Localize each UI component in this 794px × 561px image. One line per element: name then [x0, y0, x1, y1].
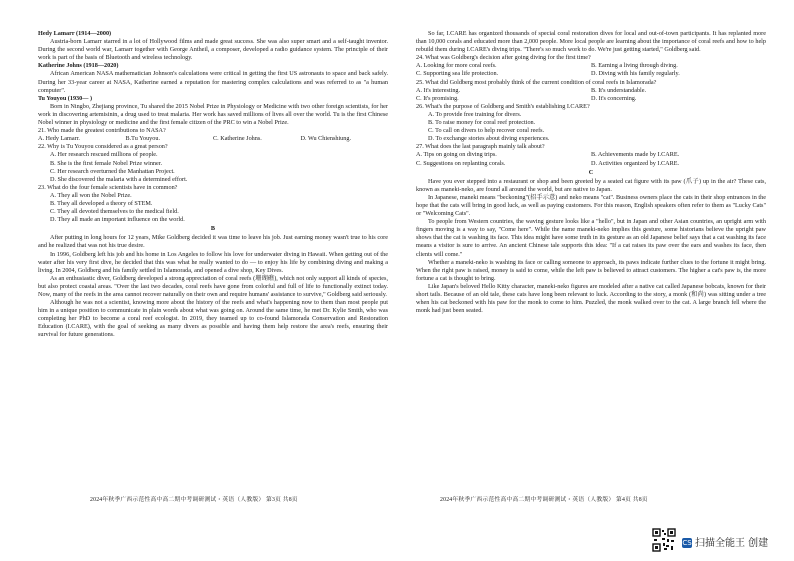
qr-code-icon: [652, 528, 676, 552]
question-24: 24. What was Goldberg's decision after going diving for the first time?: [416, 54, 591, 62]
left-page: [38, 30, 388, 340]
option: A. Hedy Lamarr.: [38, 135, 80, 143]
option: B. They all developed a theory of STEM.: [50, 199, 153, 207]
option: D. They all made an important influence on the world.: [50, 216, 185, 224]
option: D. To exchange stories about diving experiences.: [428, 135, 550, 143]
options-25-row1: [416, 87, 766, 95]
options-27-row2: [416, 160, 766, 168]
question-25: 25. What did Goldberg most probably think of the current condition of coral reefs in Islamorada?: [416, 78, 657, 86]
option: B. She is the first female Nobel Prize winner.: [50, 159, 163, 167]
person-name: Katherine Johns (1918—2020): [38, 62, 119, 70]
scanner-watermark: [682, 534, 768, 549]
options-25-row2: [416, 95, 766, 103]
option: D. She discovered the malaria with a determined effort.: [50, 175, 188, 183]
option: D. Activities organized by I.CARE.: [591, 159, 680, 167]
option: C. Suggestions on replanting corals.: [416, 159, 506, 167]
option: A. Looking for more coral reefs.: [416, 62, 497, 70]
person-bio: Austria-born Lamarr starred in a lot of Hollywood films and made great success. She was also super smart and a self-taught inventor. During the second world war, Lamarr together with George Antheil, a composer, developed a radio guidance system. The principle of their work is part of the basis of Bluetooth and wireless technology.: [38, 38, 388, 62]
option: A. To provide free training for divers.: [428, 110, 522, 118]
passage-paragraph: In Japanese, maneki means "beckoning"(招手示意) and neko means "cat". Business owners place the cats in their shop entrances in the hope that the cats will bring in good luck, as well as paying customers. For this reason, English speakers often refer to them as "Lucky Cats" or "Welcoming Cats".: [416, 193, 766, 218]
option: C. To call on divers to help recover coral reefs.: [428, 127, 545, 135]
option: A. It's interesting.: [416, 86, 461, 94]
option: C. Supporting sea life protection.: [416, 70, 499, 78]
question-27: 27. What does the last paragraph mainly talk about?: [416, 143, 545, 151]
question-23: 23. What do the four female scientists have in common?: [38, 183, 178, 191]
question-21: 21. Who made the greatest contributions to NASA?: [38, 127, 166, 135]
passage-paragraph: Like Japan's beloved Hello Kitty character, maneki-neko figures are modeled after a native cat called Japanese bobcats, known for their short tails. Because of an old tale, these cats have long been relevant to luck. According to the story, a monk (和尚) was sitting under a tree when his cat beckoned with his paw for the monk to come to him. Puzzled, the monk walked over to the cat. A large branch fell where the monk had just been seated.: [416, 282, 766, 315]
person-name: Tu Youyou (1930— ): [38, 94, 93, 102]
options-24-row1: [416, 62, 766, 70]
watermark-text: 扫描全能王 创建: [695, 538, 769, 549]
passage-paragraph: After putting in long hours for 12 years, Mike Goldberg decided it was time to leave his job. Just earning money wasn't true to his core and he realized that was not his true desire.: [38, 234, 388, 250]
scanner-logo-icon: CS: [682, 539, 692, 547]
page-footer-left: 2024年秋季广西示范性高中高二期中考调研测试・英语（人教版） 第3页 共8页: [90, 497, 298, 503]
right-page: [416, 30, 766, 315]
option: D. It's concerning.: [591, 94, 637, 102]
option: B. It's understandable.: [591, 86, 647, 94]
option: B. To raise money for coral reef protection.: [428, 119, 536, 127]
person-bio: Born in Ningbo, Zhejiang province, Tu shared the 2015 Nobel Prize in Physiology or Medicine with two other foreign scientists, for her work in discovering artemisinin, a drug used to treat malaria. Her work has saved millions of lives all over the world. Tu is the first Chinese Nobel winner in physiology or medicine and the first female citizen of the PRC to win a Nobel Prize.: [38, 102, 388, 127]
option: A. They all won the Nobel Prize.: [50, 191, 132, 199]
option: C. They all devoted themselves to the medical field.: [50, 208, 179, 216]
option: B.Tu Youyou.: [125, 135, 161, 143]
option: A. Tips on going on diving trips.: [416, 151, 497, 159]
option: A. Her research rescued millions of people.: [50, 151, 158, 159]
passage-paragraph: Although he was not a scientist, knowing more about the history of the reefs and what's happening now to them than most people put him in a unique position to communicate in plain words about what was going on. Around the same time, he met Dr. Kylie Smith, who was completing her PhD to become a coral reef ecologist. In 2019, they teamed up to co-found Islamorada Conservation and Restoration Education (I.CARE), with the goal of seeking as many divers as possible and having them help restore the area's reefs, ensuring their survival for future generations.: [38, 299, 388, 339]
page-footer-right: 2024年秋季广西示范性高中高二期中考调研测试・英语（人教版） 第4页 共8页: [440, 497, 648, 503]
section-c-heading: C: [588, 168, 594, 176]
passage-paragraph: To people from Western countries, the waving gesture looks like a "hello", but in Japan and other Asian countries, an upright arm with fingers moving is a way to say, "Come here". While the name maneki-neko implies this gesture, some historians believe the upright paw shows that the cat is washing its face. This idea might have some truth in its gesture as an old Japanese belief says that a cat washing its face means a visitor is sure to arrive. An ancient Chinese tale supports this idea: "If a cat raises its paw over the ears and washes its face, then clients will come.": [416, 218, 766, 258]
section-b-heading: B: [210, 225, 216, 233]
option: D. Wu Chienshiung.: [300, 135, 352, 143]
passage-paragraph: Have you ever stepped into a restaurant or shop and been greeted by a seated cat figure with its paw (爪子) up in the air? These cats, known as maneki-neko, are found all around the world, but are native to Japan.: [416, 177, 766, 193]
option: C. Her research overturned the Manhattan Project.: [50, 167, 175, 175]
options-27-row1: [416, 151, 766, 159]
person-bio: African American NASA mathematician Johnson's calculations were critical in getting the first US astronauts to space and back safely. During her 33-year career at NASA, Katherine earned a reputation for mastering complex calculations and was referred to as "a human computer".: [38, 70, 388, 94]
options-24-row2: [416, 70, 766, 78]
option: D. Diving with his family regularly.: [591, 70, 680, 78]
options-21: [38, 135, 388, 143]
question-26: 26. What's the purpose of Goldberg and Smith's establishing I.CARE?: [416, 102, 590, 110]
person-name: Hedy Lamarr (1914—2000): [38, 30, 112, 37]
passage-paragraph: So far, I.CARE has organized thousands of special coral restoration dives for local and out-of-town participants. It has replanted more than 10,000 corals and educated more than 2,000 people. More local people are learning about the importance of coral reefs and how to help rebuild them during I.CARE's diving trips. "There's so much work to do. We're just getting started," Goldberg said.: [416, 30, 766, 54]
option: B. Earning a living through diving.: [591, 62, 678, 70]
option: C. Katherine Johns.: [213, 135, 262, 143]
passage-paragraph: In 1996, Goldberg left his job and his home in Los Angeles to follow his love for underwater diving in Hawaii. When getting out of the water after his very first dive, he decided that this was what he really wanted to do — to enjoy his life by combining diving and making a living. In 2004, Goldberg and his family settled in Islamorada, and opened a dive shop, Key Dives.: [38, 250, 388, 274]
passage-paragraph: As an enthusiastic diver, Goldberg developed a strong appreciation of coral reefs (珊瑚礁), which not only support all kinds of species, but also protect coastal areas. "Over the last two decades, coral reefs have gone from colorful and full of life to functionally extinct today. Now, many of the reefs in the area cannot recover naturally on their own and require humans' assistance to survive," Goldberg said seriously.: [38, 274, 388, 298]
passage-paragraph: Whether a maneki-neko is washing its face or calling someone to approach, its paws indicate further clues to the fortune it might bring. When the right paw is raised, money is said to come, while the left paw is believed to attract customers. The higher a cat's paw is, the more fortune a cat is thought to bring.: [416, 258, 766, 282]
option: C. It's promising.: [416, 94, 459, 102]
question-22: 22. Why is Tu Youyou considered as a great person?: [38, 143, 168, 151]
option: B. Achievements made by I.CARE.: [591, 151, 680, 159]
